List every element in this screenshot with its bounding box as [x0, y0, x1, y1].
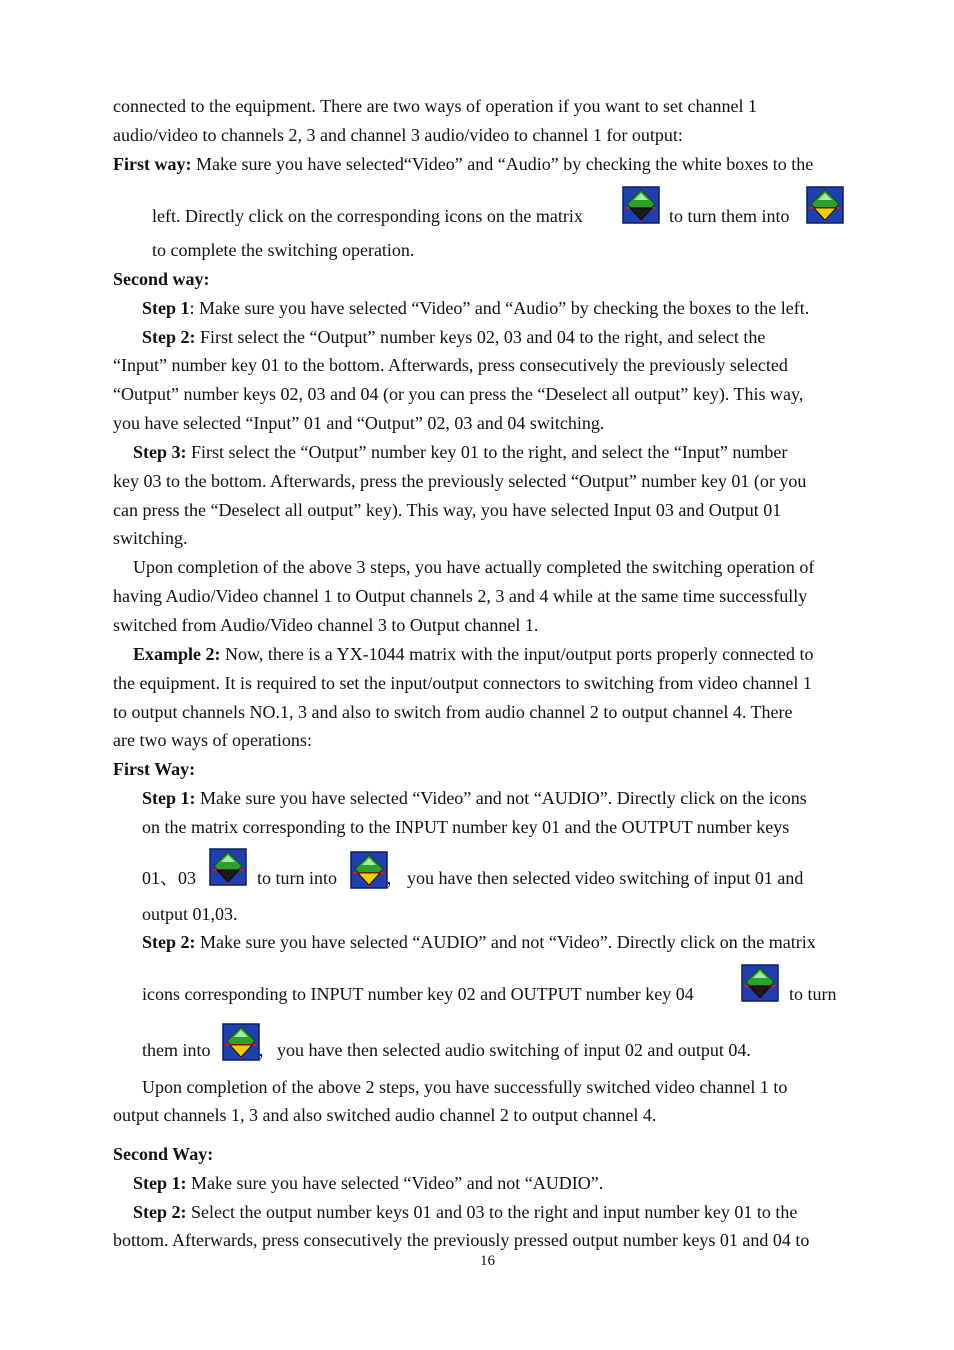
text-line: [133, 1171, 603, 1195]
step-label: Step 1:: [142, 788, 196, 808]
text-line: having Audio/Video channel 1 to Output channels 2, 3 and 4 while at the same time successfully: [113, 586, 808, 606]
text-line: key 03 to the bottom. Afterwards, press the previously selected “Output” number key 01 (or you: [113, 471, 807, 491]
matrix-cross-off-icon: [741, 964, 779, 1002]
page-number: 16: [480, 1253, 495, 1269]
heading-second-way-2: Second Way:: [113, 1144, 214, 1164]
text-line: [133, 642, 814, 666]
text-line: [113, 152, 813, 176]
text-line: switched from Audio/Video channel 3 to Output channel 1.: [113, 615, 539, 635]
text-span: Make sure you have selected“Video” and “Audio” by checking the white boxes to the: [191, 154, 814, 174]
text-line: you have selected “Input” 01 and “Output” 02, 03 and 04 switching.: [113, 413, 605, 433]
text-line: [142, 930, 816, 954]
text-line: output channels 1, 3 and also switched audio channel 2 to output channel 4.: [113, 1105, 657, 1125]
text-line: Upon completion of the above 2 steps, you have successfully switched video channel 1 to: [142, 1077, 788, 1097]
text-line: “Output” number keys 02, 03 and 04 (or you can press the “Deselect all output” key). This way,: [113, 384, 804, 404]
text-span: First select the “Output” number keys 02, 03 and 04 to the right, and select the: [195, 327, 766, 347]
text-line: [142, 786, 807, 810]
heading-first-way-2: First Way:: [113, 759, 196, 779]
text-line: to turn them into: [669, 206, 790, 226]
text-line: are two ways of operations:: [113, 730, 312, 750]
text-line: ，: [258, 1040, 276, 1060]
text-span: Select the output number keys 01 and 03 to the right and input number key 01 to the: [186, 1202, 798, 1222]
text-line: to turn into: [257, 868, 337, 888]
text-line: left. Directly click on the corresponding icons on the matrix: [152, 206, 583, 226]
text-line: [142, 296, 809, 320]
text-line: [133, 440, 787, 464]
text-line: Upon completion of the above 3 steps, you have actually completed the switching operation of: [133, 557, 815, 577]
matrix-cross-on-icon: [350, 851, 388, 889]
matrix-cross-off-icon: [209, 848, 247, 886]
matrix-cross-on-icon: [806, 186, 844, 224]
step-label: Step 1:: [133, 1173, 187, 1193]
step-label: Step 2:: [142, 327, 196, 347]
matrix-cross-off-icon: [622, 186, 660, 224]
text-line: the equipment. It is required to set the input/output connectors to switching from video channel 1: [113, 673, 812, 693]
text-line: [133, 1200, 797, 1224]
text-line: on the matrix corresponding to the INPUT number key 01 and the OUTPUT number keys: [142, 817, 790, 837]
text-line: to turn: [789, 984, 837, 1004]
text-line: to complete the switching operation.: [152, 240, 415, 260]
text-line: [142, 325, 765, 349]
text-span: First select the “Output” number key 01 to the right, and select the “Input” number: [186, 442, 788, 462]
text-line: “Input” number key 01 to the bottom. Afterwards, press consecutively the previously selected: [113, 355, 788, 375]
text-span: Now, there is a YX-1044 matrix with the input/output ports properly connected to: [220, 644, 814, 664]
text-line: connected to the equipment. There are two ways of operation if you want to set channel 1: [113, 96, 757, 116]
text-line: you have then selected video switching of input 01 and: [407, 868, 804, 888]
heading-first-way: First way:: [113, 154, 192, 174]
example-label: Example 2:: [133, 644, 221, 664]
text-span: Make sure you have selected “Video” and not “AUDIO”. Directly click on the icons: [195, 788, 807, 808]
text-line: icons corresponding to INPUT number key 02 and OUTPUT number key 04: [142, 984, 694, 1004]
text-line: bottom. Afterwards, press consecutively the previously pressed output number keys 01 and 04 to: [113, 1230, 810, 1250]
text-line: can press the “Deselect all output” key). This way, you have selected Input 03 and Output 01: [113, 500, 782, 520]
text-span: Make sure you have selected “Video” and not “AUDIO”.: [186, 1173, 604, 1193]
heading-second-way: Second way:: [113, 269, 210, 289]
step-label: Step 2:: [142, 932, 196, 952]
text-span: : Make sure you have selected “Video” and “Audio” by checking the boxes to the left.: [189, 298, 810, 318]
text-line: switching.: [113, 528, 188, 548]
step-label: Step 3:: [133, 442, 187, 462]
text-span: Make sure you have selected “AUDIO” and not “Video”. Directly click on the matrix: [195, 932, 816, 952]
text-line: 01、03: [142, 868, 196, 888]
text-line: you have then selected audio switching of input 02 and output 04.: [277, 1040, 751, 1060]
text-line: them into: [142, 1040, 211, 1060]
text-line: to output channels NO.1, 3 and also to switch from audio channel 2 to output channel 4. There: [113, 702, 793, 722]
text-line: output 01,03.: [142, 904, 238, 924]
matrix-cross-on-icon: [222, 1023, 260, 1061]
text-line: ，: [386, 868, 404, 888]
text-line: audio/video to channels 2, 3 and channel 3 audio/video to channel 1 for output:: [113, 125, 683, 145]
step-label: Step 1: [142, 298, 190, 318]
step-label: Step 2:: [133, 1202, 187, 1222]
